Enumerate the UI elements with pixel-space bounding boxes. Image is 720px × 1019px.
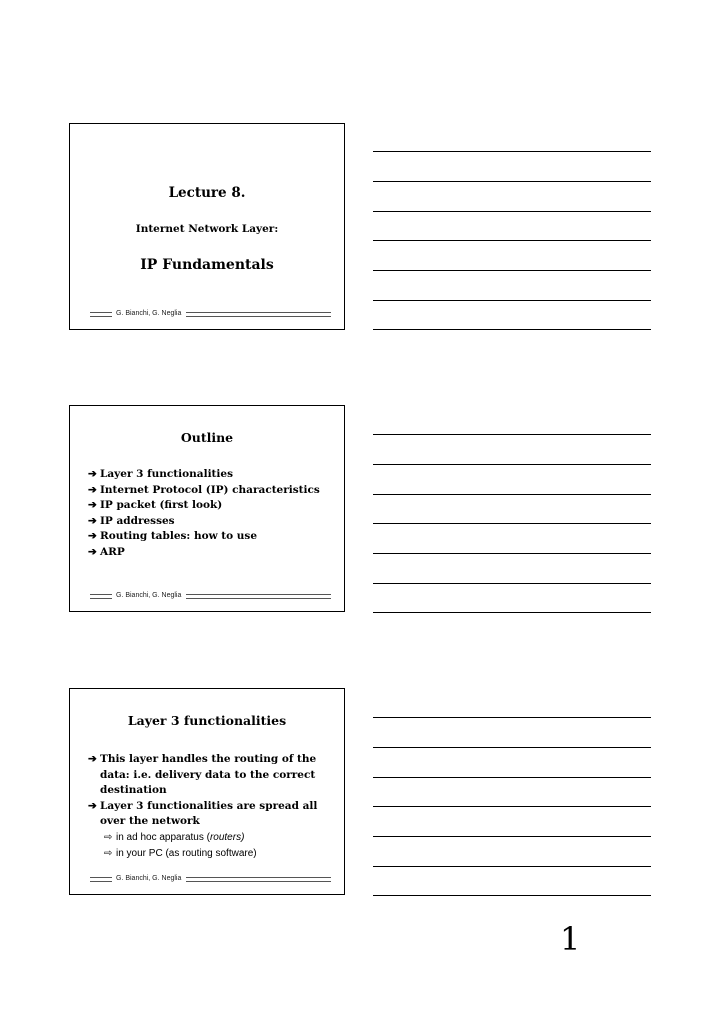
outline-list (88, 467, 334, 560)
arrow-right-icon: ➔ (88, 468, 97, 480)
slide-2-title: Outline (180, 430, 234, 445)
footer-author: G. Bianchi, G. Neglia (116, 592, 182, 599)
note-line (373, 151, 651, 152)
slide-1 (69, 123, 345, 330)
list-item: ➔ IP packet (first look) (88, 498, 334, 514)
footer-rule-right (186, 877, 331, 882)
note-line (373, 866, 651, 867)
list-item: ➔ ARP (88, 545, 334, 561)
arrow-right-icon: ➔ (88, 753, 97, 765)
slide-1-subtitle: Internet Network Layer: (135, 223, 279, 235)
list-item: ➔ Internet Protocol (IP) characteristics (88, 483, 334, 499)
note-line (373, 270, 651, 271)
slide-1-title: Lecture 8. (168, 185, 246, 201)
footer-author: G. Bianchi, G. Neglia (116, 310, 182, 317)
slide-3-title: Layer 3 functionalities (127, 713, 287, 728)
note-line (373, 583, 651, 584)
footer-author: G. Bianchi, G. Neglia (116, 875, 182, 882)
footer-rule-left (90, 877, 112, 882)
note-line (373, 553, 651, 554)
sub-list-item: ⇨ in ad hoc apparatus (routers) (88, 830, 334, 846)
arrow-right-icon: ➔ (88, 530, 97, 542)
arrow-right-icon: ➔ (88, 514, 97, 527)
arrow-right-icon: ➔ (88, 499, 97, 511)
note-line (373, 523, 651, 524)
note-line (373, 181, 651, 182)
hollow-arrow-icon: ⇨ (104, 847, 113, 859)
list-item: ➔ IP addresses (88, 514, 334, 530)
slide-1-heading: IP Fundamentals (140, 257, 274, 273)
list-item: ➔ Layer 3 functionalities (88, 467, 334, 483)
note-line (373, 777, 651, 778)
slide-2 (69, 405, 345, 612)
note-line (373, 434, 651, 435)
list-item: ➔ Routing tables: how to use (88, 529, 334, 545)
list-item: ➔ Layer 3 functionalities are spread all over the network (88, 799, 318, 827)
note-line (373, 494, 651, 495)
footer-rule-left (90, 312, 112, 317)
note-line (373, 329, 651, 330)
slide-footer (90, 594, 331, 601)
note-line (373, 747, 651, 748)
sub-list-item: ⇨ in your PC (as routing software) (88, 846, 334, 862)
note-line (373, 612, 651, 613)
functionalities-list (88, 752, 334, 862)
slide-footer (90, 312, 331, 319)
note-line (373, 836, 651, 837)
note-line (373, 240, 651, 241)
arrow-right-icon: ➔ (88, 545, 97, 558)
slide-3 (69, 688, 345, 895)
page-number: 1 (560, 920, 581, 958)
note-line (373, 806, 651, 807)
note-line (373, 464, 651, 465)
note-line (373, 717, 651, 718)
note-line (373, 211, 651, 212)
arrow-right-icon: ➔ (88, 483, 97, 496)
footer-rule-right (186, 594, 331, 599)
slide-footer (90, 877, 331, 884)
arrow-right-icon: ➔ (88, 799, 97, 812)
note-line (373, 895, 651, 896)
list-item: ➔ This layer handles the routing of the data: i.e. delivery data to the correct destination (88, 753, 317, 796)
note-line (373, 300, 651, 301)
footer-rule-left (90, 594, 112, 599)
footer-rule-right (186, 312, 331, 317)
hollow-arrow-icon: ⇨ (104, 831, 113, 843)
